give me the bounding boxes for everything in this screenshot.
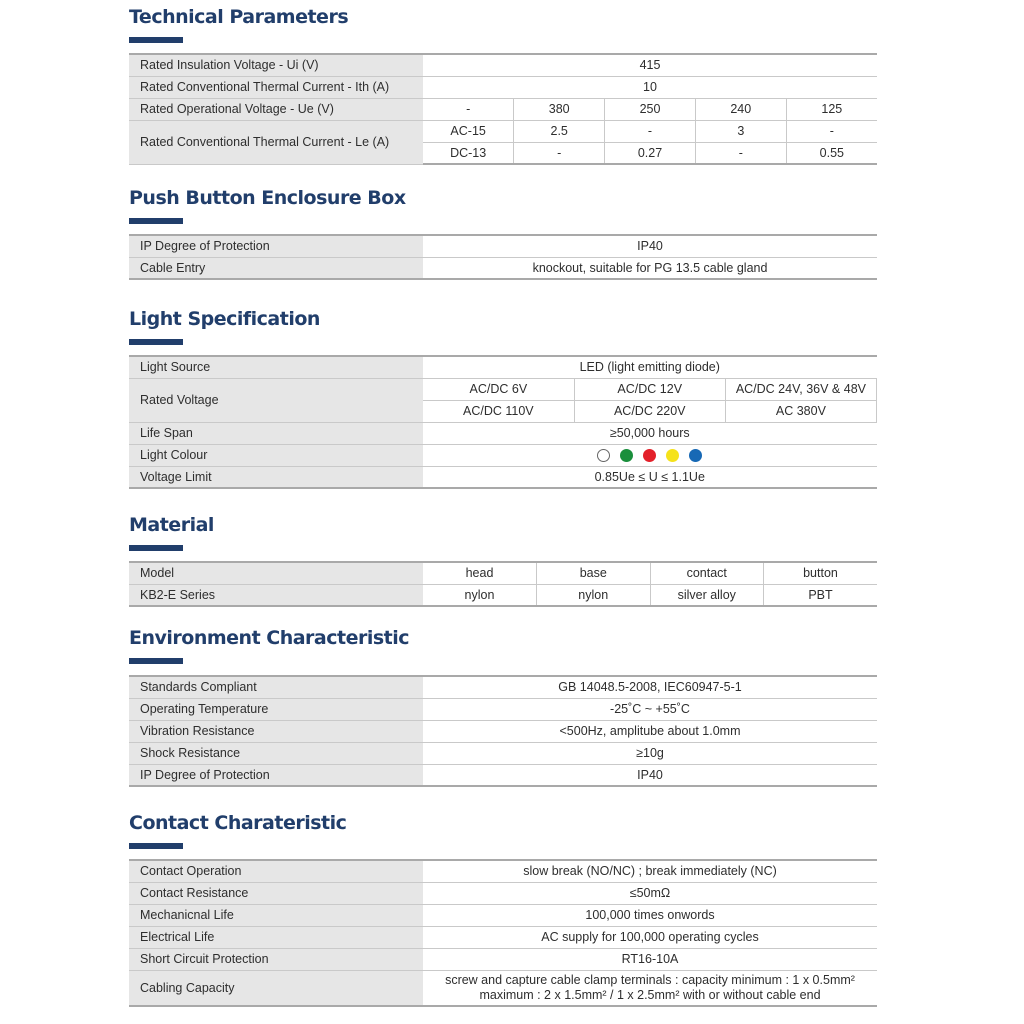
- cell: AC/DC 110V: [423, 400, 574, 422]
- row-value: ≥50,000 hours: [423, 422, 877, 444]
- row-label: Light Colour: [129, 444, 423, 466]
- cell: 380: [514, 98, 605, 120]
- table-row: [129, 698, 877, 720]
- cell: -: [514, 142, 605, 164]
- section-technical-parameters: [129, 6, 877, 160]
- table-row: [129, 584, 877, 606]
- row-label: Contact Resistance: [129, 882, 423, 904]
- cell: DC-13: [423, 142, 514, 164]
- cell: 250: [605, 98, 696, 120]
- technical-parameters-table: [129, 53, 877, 165]
- color-dot-green: [620, 449, 633, 462]
- color-dot-red: [643, 449, 656, 462]
- row-label: Rated Conventional Thermal Current - Ith (A): [129, 76, 423, 98]
- section-environment-characteristic: [129, 627, 877, 782]
- color-dot-white: [597, 449, 610, 462]
- table-row: [129, 860, 877, 882]
- row-value: LED (light emitting diode): [423, 356, 877, 378]
- section-material: [129, 514, 877, 602]
- cell: base: [537, 562, 651, 584]
- section-contact-characteristic: [129, 812, 877, 1002]
- row-label: Voltage Limit: [129, 466, 423, 488]
- row-label: Electrical Life: [129, 926, 423, 948]
- row-value: ≤50mΩ: [423, 882, 877, 904]
- section-title: Light Specification: [129, 308, 320, 330]
- cell: -: [695, 142, 786, 164]
- table-row: [129, 764, 877, 786]
- row-value: slow break (NO/NC) ; break immediately (NC): [423, 860, 877, 882]
- cell: AC/DC 24V, 36V & 48V: [725, 378, 876, 400]
- row-value: RT16-10A: [423, 948, 877, 970]
- row-label: Life Span: [129, 422, 423, 444]
- section-title: Push Button Enclosure Box: [129, 187, 406, 209]
- table-row: [129, 422, 877, 444]
- cabling-line-1: screw and capture cable clamp terminals : capacity minimum : 1 x 0.5mm²: [445, 972, 855, 987]
- title-underline: [129, 545, 183, 551]
- section-title: Material: [129, 514, 214, 536]
- cell: AC 380V: [725, 400, 876, 422]
- table-row: [129, 904, 877, 926]
- cell: AC-15: [423, 120, 514, 142]
- section-title: Environment Characteristic: [129, 627, 410, 649]
- row-value: 0.85Ue ≤ U ≤ 1.1Ue: [423, 466, 877, 488]
- row-label: IP Degree of Protection: [129, 235, 423, 257]
- table-row: [129, 676, 877, 698]
- table-row: [129, 356, 877, 378]
- cell: AC/DC 12V: [574, 378, 725, 400]
- table-row: [129, 54, 877, 76]
- cell: 3: [695, 120, 786, 142]
- cell: silver alloy: [650, 584, 764, 606]
- row-value: IP40: [423, 235, 877, 257]
- row-label: Model: [129, 562, 423, 584]
- cabling-line-2: maximum : 2 x 1.5mm² / 1 x 2.5mm² with or without cable end: [479, 987, 821, 1002]
- table-row: [129, 257, 877, 279]
- table-row: [129, 466, 877, 488]
- row-label: Shock Resistance: [129, 742, 423, 764]
- row-value: 100,000 times onwords: [423, 904, 877, 926]
- environment-table: [129, 675, 877, 787]
- row-label: Contact Operation: [129, 860, 423, 882]
- cell: 0.27: [605, 142, 696, 164]
- row-value: ≥10g: [423, 742, 877, 764]
- row-label: Cabling Capacity: [129, 970, 423, 1006]
- title-underline: [129, 218, 183, 224]
- row-value: -25˚C ~ +55˚C: [423, 698, 877, 720]
- row-value: AC supply for 100,000 operating cycles: [423, 926, 877, 948]
- section-title: Contact Charateristic: [129, 812, 347, 834]
- title-underline: [129, 37, 183, 43]
- cell: 2.5: [514, 120, 605, 142]
- row-label: KB2-E Series: [129, 584, 423, 606]
- section-enclosure-box: [129, 187, 877, 275]
- light-specification-table: [129, 355, 877, 489]
- cell: -: [605, 120, 696, 142]
- light-colour-swatches: [597, 449, 702, 462]
- table-row: [129, 882, 877, 904]
- row-label: Cable Entry: [129, 257, 423, 279]
- cell: button: [764, 562, 878, 584]
- table-row: [129, 120, 877, 142]
- cell: -: [423, 98, 514, 120]
- cell: head: [423, 562, 537, 584]
- table-row: [129, 235, 877, 257]
- section-title: Technical Parameters: [129, 6, 349, 28]
- cell: 240: [695, 98, 786, 120]
- row-label: Light Source: [129, 356, 423, 378]
- row-value: 10: [423, 76, 877, 98]
- cell: PBT: [764, 584, 878, 606]
- color-dot-yellow: [666, 449, 679, 462]
- cell: 125: [786, 98, 877, 120]
- row-label: Vibration Resistance: [129, 720, 423, 742]
- table-row: [129, 378, 877, 400]
- cell: 0.55: [786, 142, 877, 164]
- row-label: Rated Voltage: [129, 378, 423, 422]
- cell: -: [786, 120, 877, 142]
- color-dot-blue: [689, 449, 702, 462]
- material-table: [129, 561, 877, 607]
- cell: AC/DC 220V: [574, 400, 725, 422]
- table-row: [129, 720, 877, 742]
- row-label: Short Circuit Protection: [129, 948, 423, 970]
- table-row: [129, 444, 877, 466]
- row-label: Mechanicnal Life: [129, 904, 423, 926]
- enclosure-table: [129, 234, 877, 280]
- table-row: [129, 76, 877, 98]
- row-value: IP40: [423, 764, 877, 786]
- table-row: [129, 742, 877, 764]
- cell: nylon: [537, 584, 651, 606]
- contact-table: [129, 859, 877, 1007]
- section-light-specification: [129, 308, 877, 484]
- table-row: [129, 98, 877, 120]
- row-label: Rated Insulation Voltage - Ui (V): [129, 54, 423, 76]
- row-label: Standards Compliant: [129, 676, 423, 698]
- row-value: <500Hz, amplitube about 1.0mm: [423, 720, 877, 742]
- cell: nylon: [423, 584, 537, 606]
- cell: AC/DC 6V: [423, 378, 574, 400]
- row-label: IP Degree of Protection: [129, 764, 423, 786]
- row-value: knockout, suitable for PG 13.5 cable gland: [423, 257, 877, 279]
- title-underline: [129, 658, 183, 664]
- row-value: [423, 444, 877, 466]
- title-underline: [129, 339, 183, 345]
- cell: contact: [650, 562, 764, 584]
- row-label: Rated Conventional Thermal Current - Le (A): [129, 120, 423, 164]
- title-underline: [129, 843, 183, 849]
- row-label: Operating Temperature: [129, 698, 423, 720]
- row-label: Rated Operational Voltage - Ue (V): [129, 98, 423, 120]
- table-row: [129, 970, 877, 1006]
- row-value: [423, 970, 877, 1006]
- row-value: GB 14048.5-2008, IEC60947-5-1: [423, 676, 877, 698]
- table-row: [129, 562, 877, 584]
- table-row: [129, 926, 877, 948]
- row-value: 415: [423, 54, 877, 76]
- table-row: [129, 948, 877, 970]
